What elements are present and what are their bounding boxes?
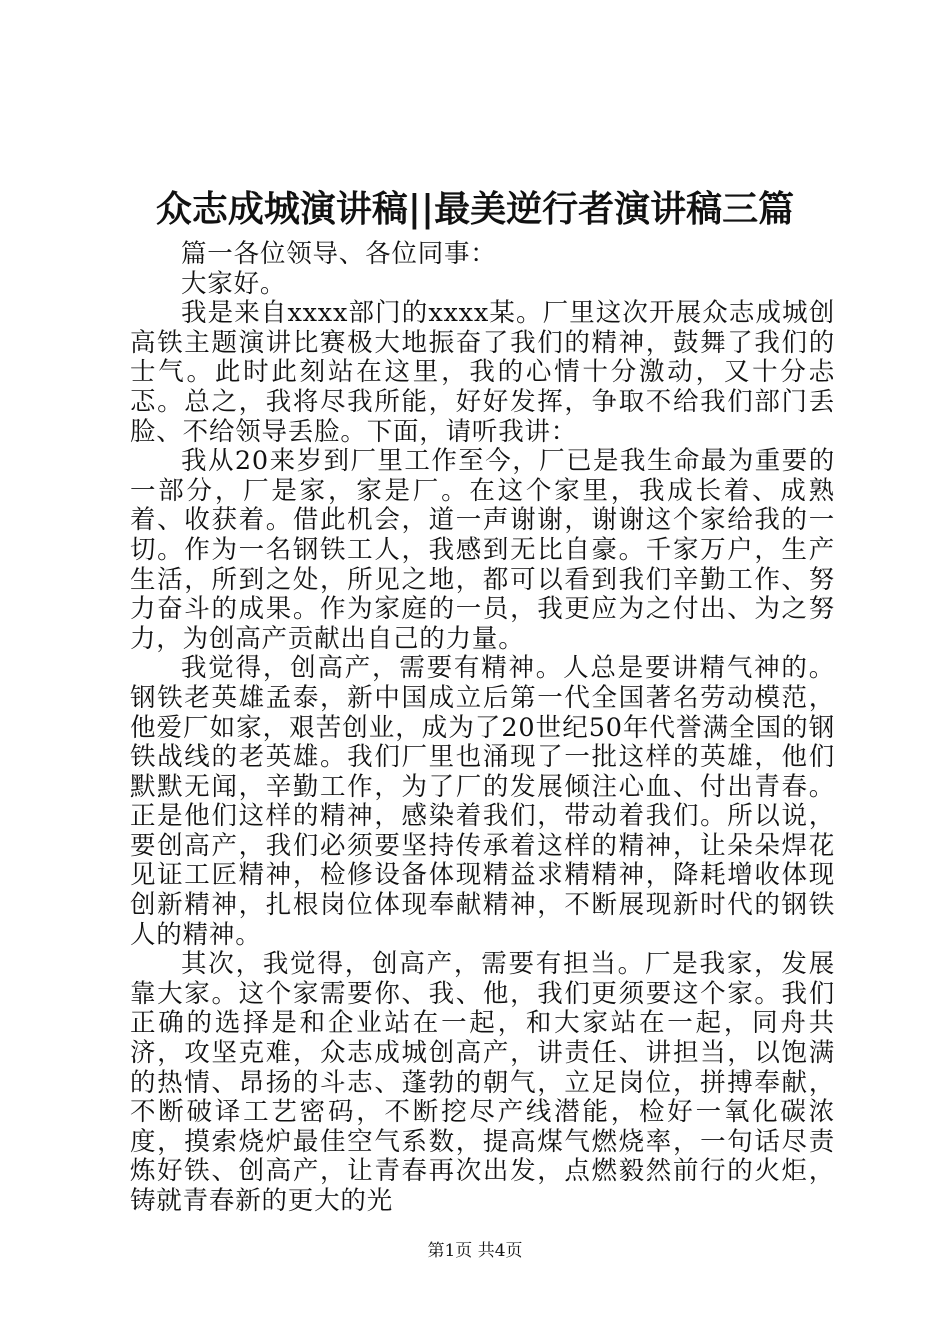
- document-title: 众志成城演讲稿||最美逆行者演讲稿三篇: [155, 188, 795, 230]
- paragraph-factory-home: 我从20来岁到厂里工作至今，厂已是我生命最为重要的一部分，厂是家，家是厂。在这个家里，我成长着、成熟着、收获着。借此机会，道一声谢谢，谢谢这个家给我的一切。作为一名钢铁工人，我感到无比自豪。千家万户，生产生活，所到之处，所见之地，都可以看到我们辛勤工作、努力奋斗的成果。作为家庭的一员，我更应为之付出、为之努力，为创高产贡献出自己的力量。: [130, 446, 835, 654]
- paragraph-spirit: 我觉得，创高产，需要有精神。人总是要讲精气神的。钢铁老英雄孟泰，新中国成立后第一代全国著名劳动模范，他爱厂如家，艰苦创业，成为了20世纪50年代誉满全国的钢铁战线的老英雄。我们厂里也涌现了一批这样的英雄，他们默默无闻，辛勤工作，为了厂的发展倾注心血、付出青春。正是他们这样的精神，感染着我们，带动着我们。所以说，要创高产，我们必须要坚持传承着这样的精神，让朵朵焊花见证工匠精神，检修设备体现精益求精精神，降耗增收体现创新精神，扎根岗位体现奉献精神，不断展现新时代的钢铁人的精神。: [130, 653, 835, 950]
- document-body: [130, 240, 835, 1217]
- paragraph-greeting: 篇一各位领导、各位同事：: [181, 239, 497, 269]
- paragraph-intro: 我是来自xxxx部门的xxxx某。厂里这次开展众志成城创高铁主题演讲比赛极大地振奋了我们的精神，鼓舞了我们的士气。此时此刻站在这里，我的心情十分激动，又十分忐忑。总之，我将尽我所能，好好发挥，争取不给我们部门丢脸、不给领导丢脸。下面，请听我讲：: [130, 298, 835, 447]
- paragraph-responsibility: 其次，我觉得，创高产，需要有担当。厂是我家，发展靠大家。这个家需要你、我、他，我们更须要这个家。我们正确的选择是和企业站在一起，和大家站在一起，同舟共济，攻坚克难，众志成城创高产，讲责任、讲担当，以饱满的热情、昂扬的斗志、蓬勃的朝气，立足岗位，拼搏奉献，不断破译工艺密码，不断挖尽产线潜能，检好一氧化碳浓度，摸索烧炉最佳空气系数，提高煤气燃烧率，一句话尽责炼好铁、创高产，让青春再次出发，点燃毅然前行的火炬，铸就青春新的更大的光: [130, 949, 835, 1216]
- paragraph-hello: 大家好。: [181, 268, 287, 299]
- page-number-footer: 第1页 共4页: [427, 1241, 523, 1261]
